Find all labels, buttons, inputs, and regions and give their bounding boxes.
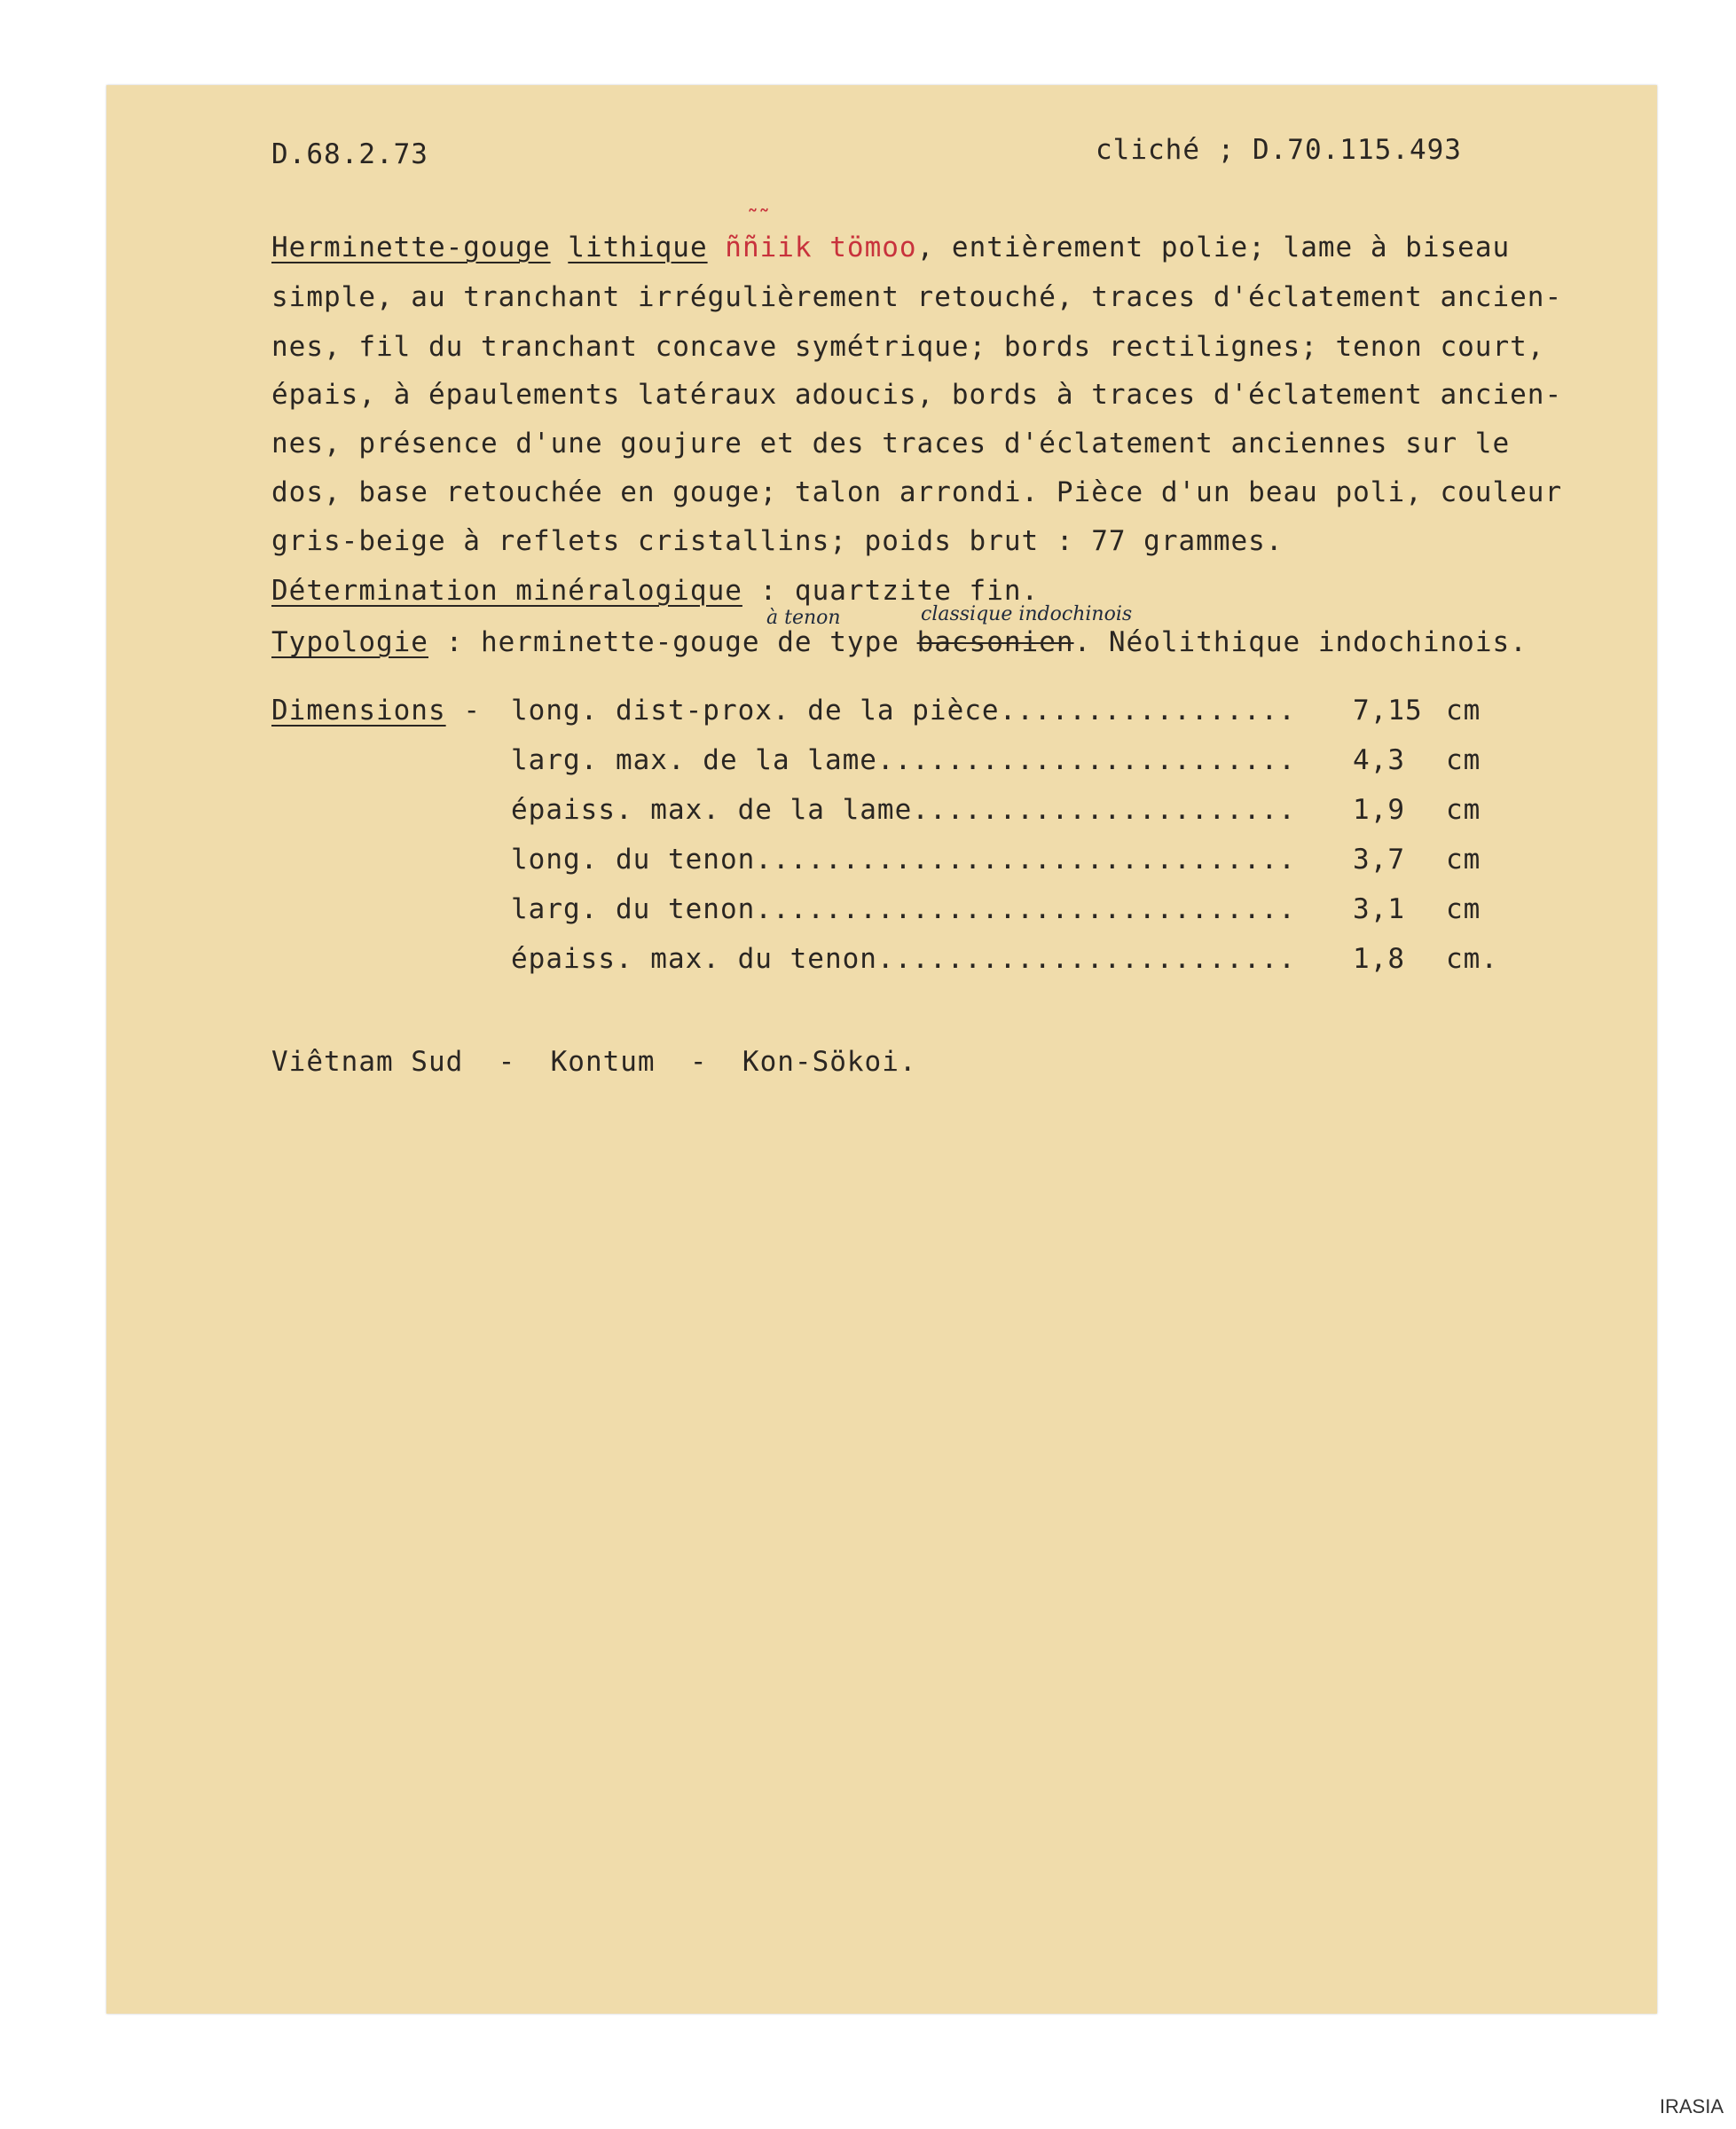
typologie-text-before: : herminette-gouge de type	[428, 626, 917, 658]
cliche-reference: cliché ; D.70.115.493	[1096, 134, 1462, 166]
dimension-label: long. dist-prox. de la pièce.................	[511, 695, 1296, 727]
determination-line	[271, 575, 1039, 607]
determination-label: Détermination minéralogique	[271, 575, 742, 607]
dimension-unit: cm	[1446, 844, 1481, 876]
dimensions-heading	[271, 695, 481, 727]
dimension-value: 1,8	[1353, 943, 1405, 975]
inventory-number: D.68.2.73	[271, 138, 428, 170]
dimension-label: larg. du tenon...............................	[511, 893, 1296, 925]
dimension-label: épaiss. max. de la lame......................	[511, 794, 1296, 826]
description-line-7: gris-beige à reflets cristallins; poids brut : 77 grammes.	[271, 525, 1284, 557]
dimensions-dash: -	[463, 695, 481, 727]
dimension-label: épaiss. max. du tenon........................	[511, 943, 1296, 975]
dimension-value: 4,3	[1353, 744, 1405, 776]
watermark-label: IRASIA	[1659, 2095, 1724, 2117]
dimension-unit: cm.	[1446, 943, 1498, 975]
determination-text: : quartzite fin.	[742, 575, 1040, 607]
location-line: Viêtnam Sud - Kontum - Kon-Sökoi.	[271, 1046, 917, 1078]
dimension-label: larg. max. de la lame........................	[511, 744, 1296, 776]
dimensions-label: Dimensions	[271, 695, 446, 727]
typologie-text-after: . Néolithique indochinois.	[1073, 626, 1528, 658]
description-line-1-rest: , entièrement polie; lame à biseau	[916, 232, 1511, 263]
description-line-4: épais, à épaulements latéraux adoucis, bords à traces d'éclatement ancien-	[271, 379, 1563, 411]
description-line-6: dos, base retouchée en gouge; talon arrondi. Pièce d'un beau poli, couleur	[271, 476, 1563, 508]
dimension-value: 3,1	[1353, 893, 1405, 925]
dimension-unit: cm	[1446, 744, 1481, 776]
dimension-unit: cm	[1446, 794, 1481, 826]
handwritten-insert-a-tenon: à tenon	[766, 607, 841, 629]
dimension-unit: cm	[1446, 893, 1481, 925]
description-line-2: simple, au tranchant irrégulièrement retouché, traces d'éclatement ancien-	[271, 281, 1563, 313]
dimension-label: long. du tenon...............................	[511, 844, 1296, 876]
dimension-value: 7,15	[1353, 695, 1423, 727]
dimension-value: 3,7	[1353, 844, 1405, 876]
vernacular-name: ññiik tömoo	[725, 232, 917, 263]
term-lithique: lithique	[568, 232, 708, 263]
typologie-label: Typologie	[271, 626, 428, 658]
dimension-unit: cm	[1446, 695, 1481, 727]
document-sheet	[106, 85, 1657, 2014]
description-line-1	[271, 232, 1510, 263]
description-line-5: nes, présence d'une goujure et des traces d'éclatement anciennes sur le	[271, 428, 1511, 460]
term-herminette-gouge: Herminette-gouge	[271, 232, 551, 263]
typologie-line	[271, 626, 1528, 658]
struck-word: bacsonien	[916, 626, 1074, 658]
description-line-3: nes, fil du tranchant concave symétrique; bords rectilignes; tenon court,	[271, 331, 1545, 363]
dimension-value: 1,9	[1353, 794, 1405, 826]
tilde-mark-icon: ˜˜	[747, 206, 770, 232]
handwritten-insert-classique-indochinois: classique indochinois	[921, 603, 1133, 625]
